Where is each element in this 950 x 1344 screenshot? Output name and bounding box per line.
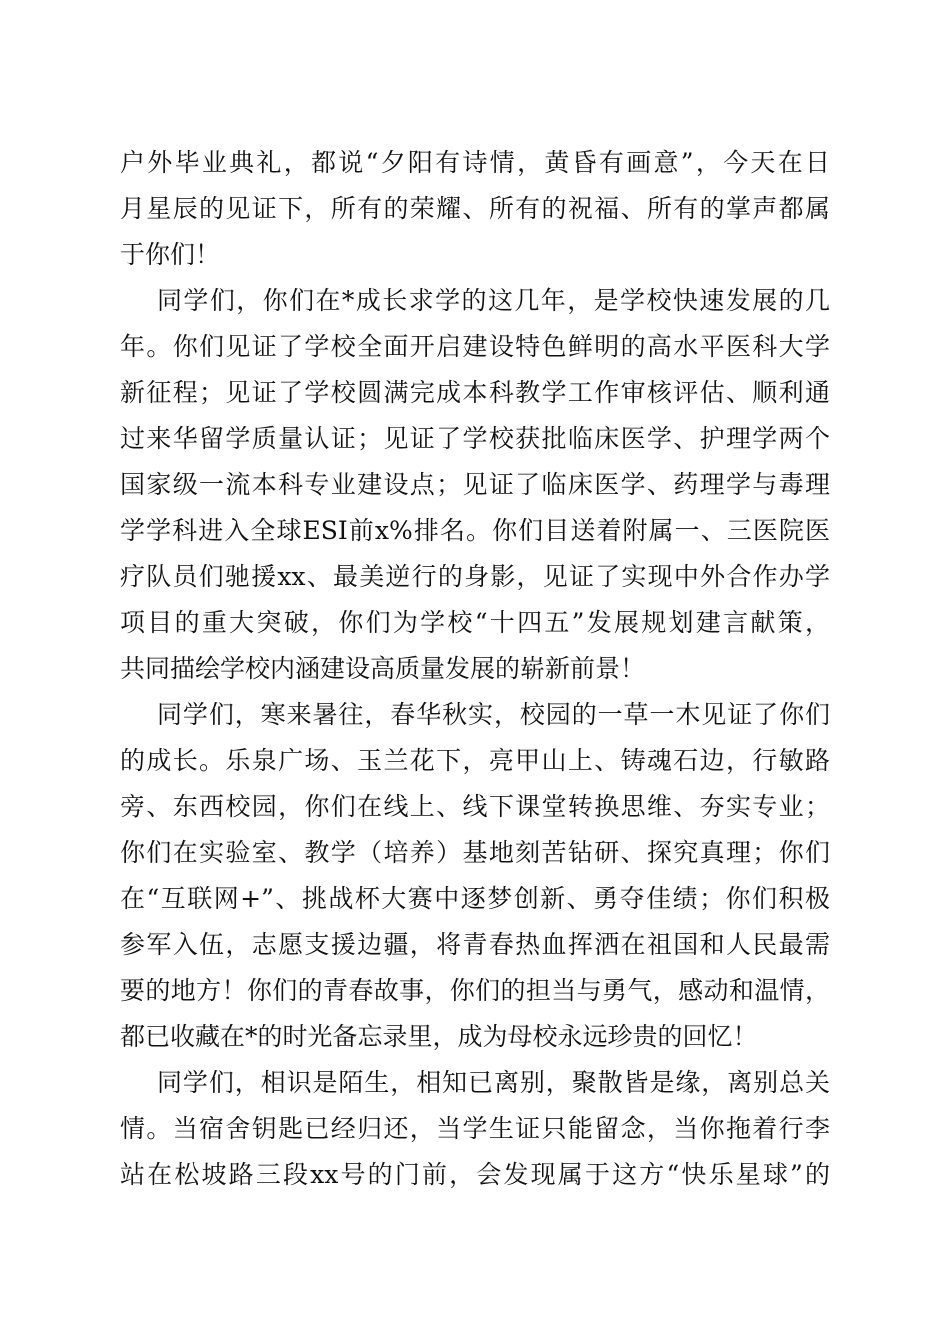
paragraph-first-line: 同学们，相识是陌生，相知已离别，聚散皆是缘，离别总关: [157, 1068, 830, 1097]
text-line: 你们在实验室、教学（培养）基地刻苦钻研、探究真理；你们: [120, 838, 830, 867]
text-line: 的成长。乐泉广场、玉兰花下，亮甲山上、铸魂石边，行敏路: [120, 746, 830, 775]
text-line: 项目的重大突破，你们为学校“十四五”发展规划建言献策，: [120, 608, 830, 637]
text-line: 户外毕业典礼，都说“夕阳有诗情，黄昏有画意”，今天在日: [120, 148, 830, 177]
text-line: 新征程；见证了学校圆满完成本科教学工作审核评估、顺利通: [120, 378, 830, 407]
text-line: 站在松坡路三段xx号的门前，会发现属于这方“快乐星球”的: [120, 1160, 830, 1189]
text-line: 疗队员们驰援xx、最美逆行的身影，见证了实现中外合作办学: [120, 562, 830, 591]
text-line: 共同描绘学校内涵建设高质量发展的崭新前景！: [120, 654, 646, 683]
paragraph-first-line: 同学们，寒来暑往，春华秋实，校园的一草一木见证了你们: [157, 700, 830, 729]
text-line: 都已收藏在*的时光备忘录里，成为母校永远珍贵的回忆！: [120, 1022, 758, 1051]
speech-body: [120, 140, 830, 1198]
text-line: 参军入伍，志愿支援边疆，将青春热血挥洒在祖国和人民最需: [120, 930, 830, 959]
text-line: 于你们！: [120, 240, 221, 269]
text-line: 月星辰的见证下，所有的荣耀、所有的祝福、所有的掌声都属: [120, 194, 830, 223]
text-line: 国家级一流本科专业建设点；见证了临床医学、药理学与毒理: [120, 470, 830, 499]
text-line: 要的地方！你们的青春故事，你们的担当与勇气，感动和温情，: [120, 976, 830, 1005]
paragraph-first-line: 同学们，你们在*成长求学的这几年，是学校快速发展的几: [157, 286, 830, 315]
text-line: 在“互联网+”、挑战杯大赛中逐梦创新、勇夺佳绩；你们积极: [120, 884, 830, 913]
text-line: 情。当宿舍钥匙已经归还，当学生证只能留念，当你拖着行李: [120, 1114, 830, 1143]
text-line: 学学科进入全球ESI前x%排名。你们目送着附属一、三医院医: [120, 516, 830, 545]
text-line: 过来华留学质量认证；见证了学校获批临床医学、护理学两个: [120, 424, 830, 453]
text-line: 年。你们见证了学校全面开启建设特色鲜明的高水平医科大学: [120, 332, 830, 361]
text-line: 旁、东西校园，你们在线上、线下课堂转换思维、夯实专业；: [120, 792, 830, 821]
